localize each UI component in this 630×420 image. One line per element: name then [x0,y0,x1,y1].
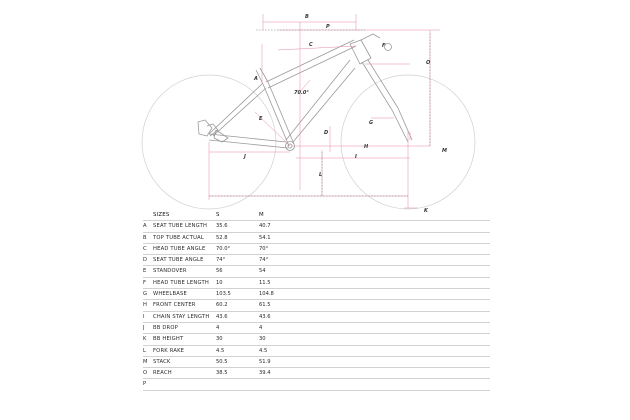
table-row [143,368,490,379]
row-value-m: 40.7 [259,221,490,232]
row-value-s: 56 [216,266,259,277]
dim-label-i: I [355,154,357,160]
row-value-m: 70° [259,243,490,254]
row-letter: F [143,277,153,288]
row-value-m: 54.1 [259,232,490,243]
row-letter: I [143,311,153,322]
dim-label-d: D [324,130,329,136]
table-row [143,221,490,232]
dim-label-j: J [244,154,246,160]
dim-label-p: P [326,24,330,30]
header-size-m: M [259,210,490,221]
row-value-s: 60.2 [216,300,259,311]
row-value-m: 54 [259,266,490,277]
table-row [143,334,490,345]
row-label: HEAD TUBE LENGTH [153,277,216,288]
row-label: BB HEIGHT [153,334,216,345]
row-value-m: 104.8 [259,289,490,300]
row-label: CHAIN STAY LENGTH [153,311,216,322]
dim-label-f: F [382,43,386,49]
row-value-m: 4 [259,322,490,333]
row-letter: L [143,345,153,356]
row-label: REACH [153,368,216,379]
table-row [143,243,490,254]
table-row [143,232,490,243]
row-value-m: 39.4 [259,368,490,379]
header-size-s: S [216,210,259,221]
row-value-s: 38.5 [216,368,259,379]
row-letter: M [143,356,153,367]
dim-label-c: C [309,42,313,48]
row-letter: H [143,300,153,311]
row-value-s: 10 [216,277,259,288]
row-value-m: 51.9 [259,356,490,367]
row-value-m [259,379,490,390]
table-row [143,266,490,277]
table-row [143,300,490,311]
dim-label-k: K [424,208,428,214]
header-sizes: SIZES [153,210,216,221]
row-label: STANDOVER [153,266,216,277]
table-row [143,289,490,300]
row-value-m: 43.6 [259,311,490,322]
row-value-s: 50.5 [216,356,259,367]
row-label [153,379,216,390]
table-row [143,345,490,356]
dim-label-m: M [442,148,447,154]
table-row [143,311,490,322]
row-letter: K [143,334,153,345]
table-row [143,379,490,390]
table-row [143,277,490,288]
dim-label-b: B [305,14,309,20]
row-label: TOP TUBE ACTUAL [153,232,216,243]
row-value-s: 74° [216,255,259,266]
dim-label-g: G [369,120,374,126]
dim-label-h: H [364,144,369,150]
dim-label-a: A [254,76,258,82]
row-value-s: 30 [216,334,259,345]
geometry-table [143,210,490,391]
row-value-s: 43.6 [216,311,259,322]
dim-label-e: E [259,116,263,122]
row-label: SEAT TUBE LENGTH [153,221,216,232]
row-value-s: 103.5 [216,289,259,300]
row-letter: A [143,221,153,232]
row-label: STACK [153,356,216,367]
row-value-m: 74° [259,255,490,266]
row-value-s: 4.5 [216,345,259,356]
row-value-m: 61.5 [259,300,490,311]
head-angle-readout: 70.0° [294,90,309,96]
row-value-s: 52.8 [216,232,259,243]
dim-label-o: O [426,60,431,66]
row-value-s: 35.6 [216,221,259,232]
row-value-m: 11.5 [259,277,490,288]
row-value-s: 70.0° [216,243,259,254]
table-row [143,255,490,266]
table-header-row [143,210,490,221]
row-letter: E [143,266,153,277]
row-value-s: 4 [216,322,259,333]
dimension-lines [209,14,440,208]
row-value-m: 30 [259,334,490,345]
row-letter: D [143,255,153,266]
header-letter [143,210,153,221]
row-label: FORK RAKE [153,345,216,356]
table-row [143,356,490,367]
row-label: SEAT TUBE ANGLE [153,255,216,266]
row-value-m: 4.5 [259,345,490,356]
row-letter: O [143,368,153,379]
table-row [143,322,490,333]
row-label: WHEELBASE [153,289,216,300]
row-label: HEAD TUBE ANGLE [153,243,216,254]
row-letter: C [143,243,153,254]
row-letter: G [143,289,153,300]
row-label: BB DROP [153,322,216,333]
row-letter: B [143,232,153,243]
row-label: FRONT CENTER [153,300,216,311]
row-letter: J [143,322,153,333]
row-value-s [216,379,259,390]
row-letter: P [143,379,153,390]
dim-label-l: L [319,172,323,178]
